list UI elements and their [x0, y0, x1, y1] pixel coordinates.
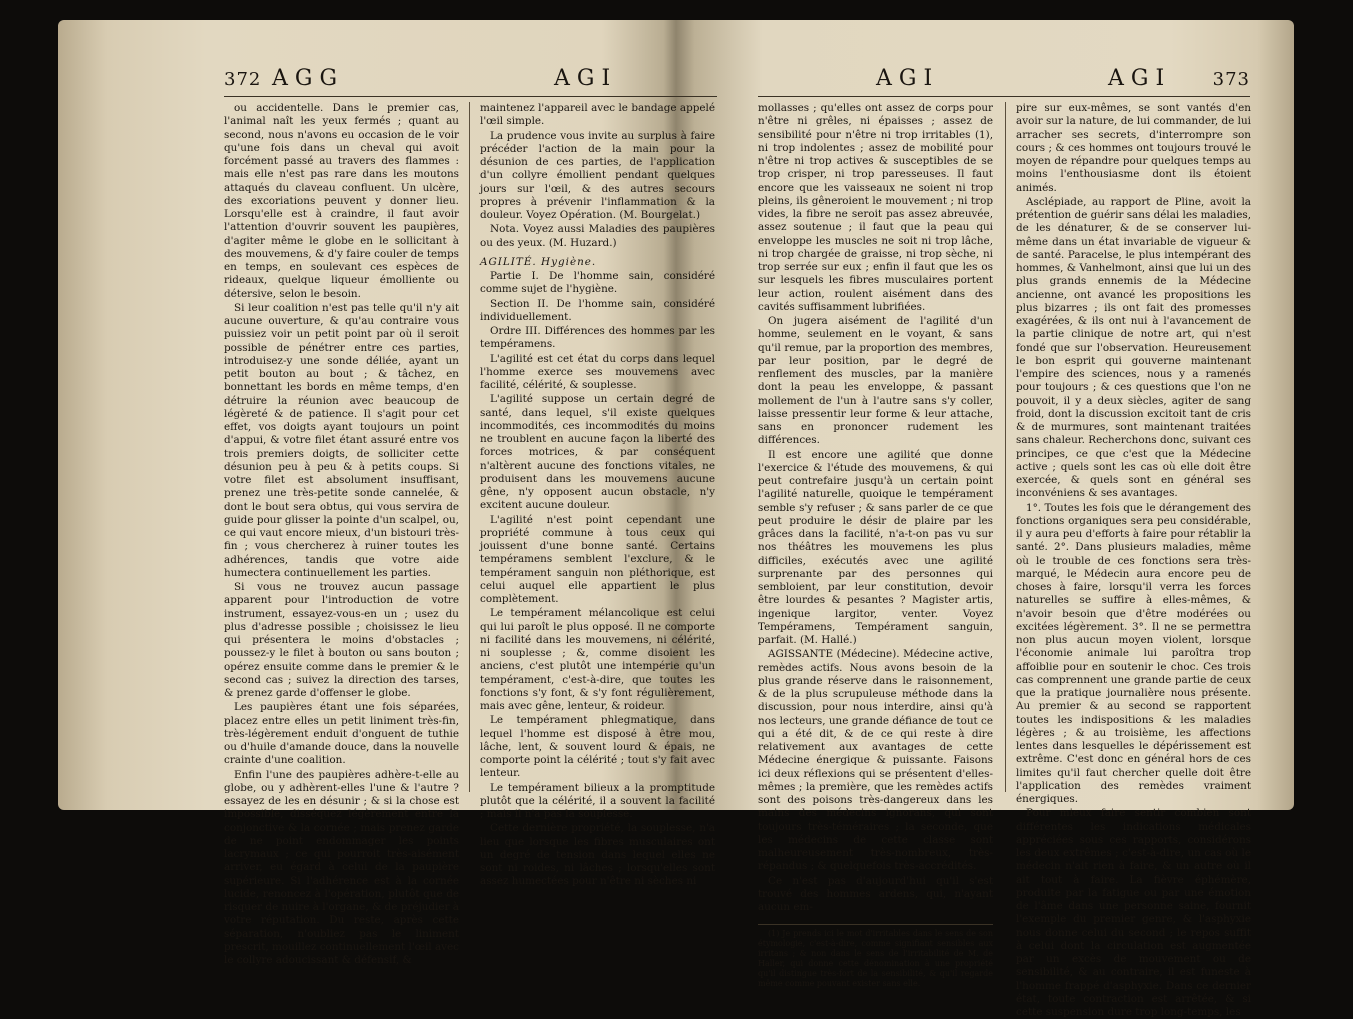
paragraph: L'agilité n'est point cependant une propriété commune à tous ceux qui jouissent d'une bonne santé. Certains tempéramens semblent l'exclure, & le tempérament sanguin non pléthorique, est celui auquel elle appartient le plus complètement.	[480, 513, 715, 605]
left-running-head	[224, 66, 717, 94]
right-head-rule	[758, 96, 1250, 97]
paragraph: Enfin l'une des paupières adhère-t-elle au globe, ou y adhèrent-elles l'une & l'autre ? essayez de les en désunir ; & si la chose est impossible, disséquez légèrement entre la conjonctive & la cornée ; mais prenez garde de ne point endommager les points lacrymaux ; ce qui pourroit très-aisément arriver, eu égard à celui de la paupière supérieure. Si l'adhérence est à la cornée lucide, renoncez à l'opération, plutôt que de risquer de nuire à l'organe, & de préjudier à votre réputation. Du reste, après cette séparation, n'oubliez pas le liniment prescrit, mouillez continuellement l'œil avec le collyre adoucissant & défensif, &	[224, 768, 459, 966]
paragraph: mollasses ; qu'elles ont assez de corps pour n'être ni grêles, ni épaisses ; assez de sensibilité pour n'être ni trop irritables (1), ni trop indolentes ; assez de mobilité pour n'être ni trop actives & susceptibles de se trop crisper, ni trop paresseuses. Il faut encore que les vaisseaux ne soient ni trop pleins, ils gêneroient le mouvement ; ni trop vides, la fibre ne seroit pas assez abreuvée, assez soutenue ; il faut que la peau qui enveloppe les muscles ne soit ni trop lâche, ni trop chargée de graisse, ni trop sèche, ni trop serrée sur eux ; enfin il faut que les os sur lesquels les fibres musculaires portent leur action, roulent aisément dans des cavités suffisamment lubrifiées.	[758, 102, 993, 313]
paragraph: AGISSANTE (Médecine). Médecine active, remèdes actifs. Nous avons besoin de la plus grande réserve dans le raisonnement, & de la plus scrupuleuse méthode dans la discussion, pour nous interdire, ainsi qu'à nos lecteurs, une grande défiance de tout ce qui a été dit, & de ce qui reste à dire relativement aux avantages de cette Médecine énergique & puissante. Faisons ici deux réflexions qui se présentent d'elles-mêmes ; la première, que les remèdes actifs sont des poisons très-dangereux dans les mains des médecins ignorans, qui sont toujours très-téméraires ; la seconde, que les médecins de cette classe sont malheureusement très-nombreux, très-répandus ; & quelquefois très-accrédités.	[758, 648, 993, 873]
paragraph: maintenez l'appareil avec le bandage appelé l'œil simple.	[480, 102, 715, 128]
footnote: (1) Je prends ici le mot d'irritables dans le sens de son étymologie, c'est-à-dire, comme signifiant sensibles aux irritans ; & non dans le sens de l'irritabilité de M. de Haller, qui donne cette dénomination à une propriété qu'il distingue très-fort de la sensibilité, & qu'il regarde même comme pouvant exister sans elle.	[758, 924, 993, 989]
paragraph: Le tempérament mélancolique est celui qui lui paroît le plus opposé. Il ne comporte ni facilité dans les mouvemens, ni célérité, ni souplesse ; &, comme disoient les anciens, c'est plutôt une intempérie qu'un tempérament, c'est-à-dire, que toutes les fonctions s'y font, & s'y font régulièrement, mais avec gêne, lenteur, & roideur.	[480, 607, 715, 712]
paragraph: Partie I. De l'homme sain, considéré comme sujet de l'hygiène.	[480, 270, 715, 296]
left-head-word-2: AGI	[554, 66, 618, 91]
right-head-word: AGI	[876, 66, 940, 91]
left-column-2	[480, 102, 715, 888]
paragraph: Cette dernière propriété, la souplesse, n'a lieu que lorsque les fibres musculaires ont un degré de tension dans lequel elles ne sont ni roides, ni lâches ; lorsqu'elles sont assez humectées pour n'être ni sèches ni	[480, 822, 715, 888]
paragraph: Ce n'est pas d'aujourd'hui qu'il s'est trouvé des hommes ardens, qui, n'ayant aucun em-	[758, 874, 993, 913]
paragraph: On jugera aisément de l'agilité d'un homme, seulement en le voyant, & sans qu'il remue, par la proportion des membres, par leur position, par le degré de renflement des muscles, par la manière dont la peau les enveloppe, & passant mollement de l'un à l'autre sans s'y coller, laisse pressentir leur forme & leur attache, sans en prononcer rudement les différences.	[758, 315, 993, 447]
left-page-number: 372	[224, 69, 262, 90]
right-running-head	[758, 66, 1250, 94]
paragraph: Ordre III. Différences des hommes par les tempéramens.	[480, 325, 715, 351]
column-divider	[469, 102, 470, 792]
book-spread	[58, 20, 1294, 1018]
left-page	[224, 66, 717, 966]
right-column-1	[758, 102, 993, 989]
right-page-number: 373	[1212, 69, 1250, 90]
paragraph: L'agilité suppose un certain degré de santé, dans lequel, s'il existe quelques incommodités, ces incommodités du moins ne troublent en aucune façon la liberté des forces motrices, & par conséquent n'altèrent aucune des fonctions vitales, ne produisent dans les mouvemens aucune gêne, n'y opposent aucun obstacle, n'y excitent aucune douleur.	[480, 393, 715, 512]
paragraph: L'agilité est cet état du corps dans lequel l'homme exerce ses mouvemens avec facilité, célérité, & souplesse.	[480, 352, 715, 391]
paragraph: Le tempérament phlegmatique, dans lequel l'homme est disposé à être mou, lâche, lent, & souvent lourd & épais, ne comporte point la célérité ; tout s'y fait avec lenteur.	[480, 714, 715, 780]
paragraph: 1°. Toutes les fois que le dérangement des fonctions organiques sera peu considérable, il y aura peu d'efforts à faire pour rétablir la santé. 2°. Dans plusieurs maladies, même où le trouble de ces fonctions sera très-marqué, le Médecin aura encore peu de choses à faire, lorsqu'il verra les forces naturelles se suffire à elles-mêmes, & n'avoir besoin que d'être modérées ou excitées légèrement. 3°. Il ne se permettra non plus aucun moyen violent, lorsque l'économie animale lui paroîtra trop affoiblie pour en soutenir le choc. Ces trois cas comprennent une grande partie de ceux que la pratique journalière nous présente. Au premier & au second se rapportent toutes les indispositions & les maladies légères ; & au troisième, les affections lentes dans lesquelles le dépérissement est extrême. C'est donc en général hors de ces limites qu'il faut chercher quelle doit être l'application des remèdes vraiment énergiques.	[1016, 501, 1251, 805]
left-head-rule	[224, 96, 717, 97]
left-column-1	[224, 102, 459, 966]
article-heading: AGILITÉ. Hygiène.	[480, 255, 597, 268]
paragraph: Le tempérament bilieux a la promptitude plutôt que la célérité, il a souvent la facilité ; mais il n'a pas la souplesse.	[480, 781, 715, 820]
paragraph: Pour mieux faire sentir combien sont différentes les indications médicales appréciées sous ces rapports, considérons les deux extrêmes ; c'est-à-dire, un cas où le médecin n'ait rien à faire, & un autre où il ait tout à faire. La fièvre éphémère, produite par la fatigue ou par une émotion de l'âme dans une personne saine, fournit l'exemple du premier genre, & l'asphyxie nous donne celui du second ; le repos suffit à celui dont la circulation est augmentée par un excès de mouvement ou de sensibilité, & au contraire, il est funeste à l'homme frappé d'asphyxie. Dans ce dernier état, toute contraction est arrêtée, & si cette suspension dure trop long-temps, les	[1016, 807, 1251, 1018]
right-column-2	[1016, 102, 1251, 1018]
paragraph: Les paupières étant une fois séparées, placez entre elles un petit liniment très-fin, très-légèrement enduit d'onguent de tuthie ou d'huile d'amande douce, dans la nouvelle crainte d'une coalition.	[224, 701, 459, 767]
left-head-word: AGG	[272, 66, 345, 91]
paragraph: Il est encore une agilité que donne l'exercice & l'étude des mouvemens, & qui peut contrefaire jusqu'à un certain point l'agilité naturelle, quoique le tempérament semble s'y refuser ; & sans parler de ce que peut produire le désir de plaire par les grâces dans la facilité, n'a-t-on pas vu sur nos théâtres les mouvemens les plus difficiles, exécutés avec une agilité surprenante par des personnes qui sembloient, par leur constitution, devoir être lourdes & pesantes ? Magister artis, ingenique largitor, venter. Voyez Tempéramens, Tempérament sanguin, parfait. (M. Hallé.)	[758, 448, 993, 646]
paragraph: pire sur eux-mêmes, se sont vantés d'en avoir sur la nature, de lui commander, de lui arracher ses secrets, d'interrompre son cours ; & ces hommes ont toujours trouvé le moyen de répandre pour quelques temps au moins l'enthousiasme dont ils étoient animés.	[1016, 102, 1251, 194]
paragraph: La prudence vous invite au surplus à faire précéder l'action de la main pour la désunion de ces parties, de l'application d'un collyre émollient pendant quelques jours sur l'œil, & des autres secours propres à prévenir l'inflammation & la douleur. Voyez Opération. (M. Bourgelat.)	[480, 129, 715, 221]
right-page	[758, 66, 1251, 1018]
paragraph: Si leur coalition n'est pas telle qu'il n'y ait aucune ouverture, & qu'au contraire vous puissiez voir un petit point par où il seroit possible de pénétrer entre ces parties, introduisez-y une sonde déliée, ayant un petit bouton au bout ; & tâchez, en bonnettant les bords en même temps, d'en détruire la réunion avec beaucoup de légèreté & de patience. Il s'agit pour cet effet, vos doigts ayant toujours un point d'appui, & votre filet étant assuré entre vos trois premiers doigts, de solliciter cette désunion peu à peu & à petits coups. Si votre filet est absolument insuffisant, prenez une très-petite sonde cannelée, & dont le bout sera obtus, qui vous servira de guide pour glisser la pointe d'un scalpel, ou, ce qui vaut encore mieux, d'un bistouri très-fin ; vous chercherez à ruiner toutes les adhérences, tandis que votre aide humectera continuellement les parties.	[224, 301, 459, 579]
paragraph: Asclépiade, au rapport de Pline, avoit la prétention de guérir sans délai les maladies, de les dénaturer, & de se conserver lui-même dans un état invariable de vigueur & de santé. Paracelse, le plus intempérant des hommes, & Vanhelmont, ainsi que lui un des plus grands ennemis de la Médecine ancienne, ont avancé les propositions les plus bizarres ; ils ont fait des promesses exagérées, & ils ont nui à l'avancement de la partie clinique de notre art, qui n'est fondé que sur l'observation. Heureusement le bon esprit qui gouverne maintenant l'empire des sciences, nous y a ramenés pour toujours ; & ces questions que l'on ne pouvoit, il y a deux siècles, agiter de sang froid, dont la discussion excitoit tant de cris & de murmures, sont maintenant traitées sans chaleur. Recherchons donc, suivant ces principes, ce que c'est que la Médecine active ; quels sont les cas où elle doit être exercée, & quels sont en général ses inconvéniens & ses avantages.	[1016, 195, 1251, 500]
paragraph: Nota. Voyez aussi Maladies des paupières ou des yeux. (M. Huzard.)	[480, 223, 715, 249]
column-divider	[1005, 102, 1006, 792]
right-head-word-2: AGI	[1108, 66, 1172, 91]
paragraph: Section II. De l'homme sain, considéré individuellement.	[480, 297, 715, 323]
paragraph: ou accidentelle. Dans le premier cas, l'animal naît les yeux fermés ; quant au second, nous n'avons eu occasion de le voir qu'une fois dans un cheval qui avoit forcément passé au travers des flammes : mais elle n'est pas rare dans les moutons attaqués du claveau confluent. Un ulcère, des excoriations peuvent y donner lieu. Lorsqu'elle est à craindre, il faut avoir l'attention d'ouvrir souvent les paupières, d'agiter même le globe en le sollicitant à des mouvemens, & d'y faire couler de temps en temps, en soulevant ces espèces de rideaux, quelque liqueur émolliente ou détersive, selon le besoin.	[224, 102, 459, 300]
paragraph: Si vous ne trouvez aucun passage apparent pour l'introduction de votre instrument, essayez-vous-en un ; usez du plus d'adresse possible ; choisissez le lieu qui présentera le moins d'obstacles ; poussez-y le filet à bouton ou sans bouton ; opérez ensuite comme dans le premier & le second cas ; suivez la direction des tarses, & prenez garde d'offenser le globe.	[224, 581, 459, 699]
